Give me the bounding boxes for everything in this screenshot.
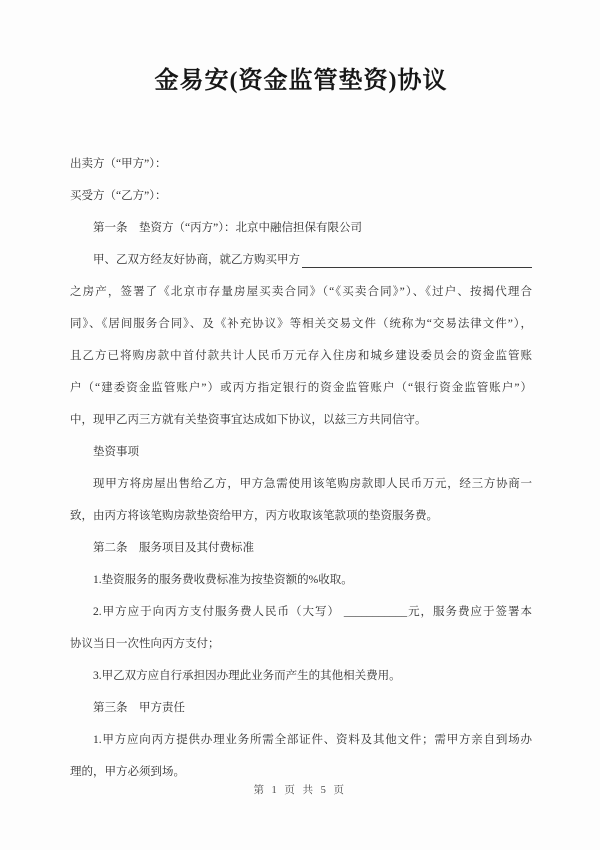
body-line-clause1-heading: 第一条 垫资方（“丙方”）：北京中融信担保有限公司 <box>93 222 362 234</box>
body-line-with-blank <box>70 244 532 276</box>
body-line: 理的，甲方必须到场。 <box>70 766 185 778</box>
body-line: 之房产，签署了《北京市存量房屋买卖合同》（“《买卖合同》”）、《过户、按揭代理合 <box>70 286 532 298</box>
body-line-item-1: 1.垫资服务的服务费收费标准为按垫资额的%收取。 <box>93 574 353 586</box>
body-line-clause2-heading: 第二条 服务项目及其付费标准 <box>93 542 254 554</box>
body-line-advance-matters-heading: 垫资事项 <box>93 446 139 458</box>
body-line-item-1b: 1.甲方应向丙方提供办理业务所需全部证件、资料及其他文件；需甲方亲自到场办 <box>93 734 532 746</box>
blank-underline <box>302 244 532 268</box>
body-line: 户（“建委资金监管账户”）或丙方指定银行的资金监管账户（“银行资金监管账户”） <box>70 382 532 394</box>
body-line: 协议当日一次性向丙方支付； <box>70 638 220 650</box>
body-line-item-2: 2.甲方应于向丙方支付服务费人民币（大写） ___________元，服务费应于签署本 <box>93 606 532 618</box>
body-line-seller: 出卖方（“甲方”）： <box>70 158 167 170</box>
document-title: 金易安(资金监管垫资)协议 <box>154 68 448 94</box>
document-body <box>70 148 532 788</box>
body-line-item-3: 3.甲乙双方应自行承担因办理此业务而产生的其他相关费用。 <box>93 670 401 682</box>
body-line: 中，现甲乙丙三方就有关垫资事宜达成如下协议，以兹三方共同信守。 <box>70 414 427 426</box>
body-line-clause3-heading: 第三条 甲方责任 <box>93 702 185 714</box>
body-line: 同》、《居间服务合同》、及《补充协议》等相关交易文件（统称为“交易法律文件”）， <box>70 318 532 330</box>
body-line: 现甲方将房屋出售给乙方，甲方急需使用该笔购房款即人民币万元，经三方协商一 <box>93 478 532 490</box>
body-line: 且乙方已将购房款中首付款共计人民币万元存入住房和城乡建设委员会的资金监管账 <box>70 350 532 362</box>
body-line-text: 甲、乙双方经友好协商，就乙方购买甲方 <box>93 254 300 266</box>
page-footer: 第 1 页 共 5 页 <box>253 785 347 796</box>
body-line-buyer: 买受方（“乙方”）： <box>70 190 167 202</box>
body-line: 致，由丙方将该笔购房款垫资给甲方，丙方收取该笔款项的垫资服务费。 <box>70 510 438 522</box>
